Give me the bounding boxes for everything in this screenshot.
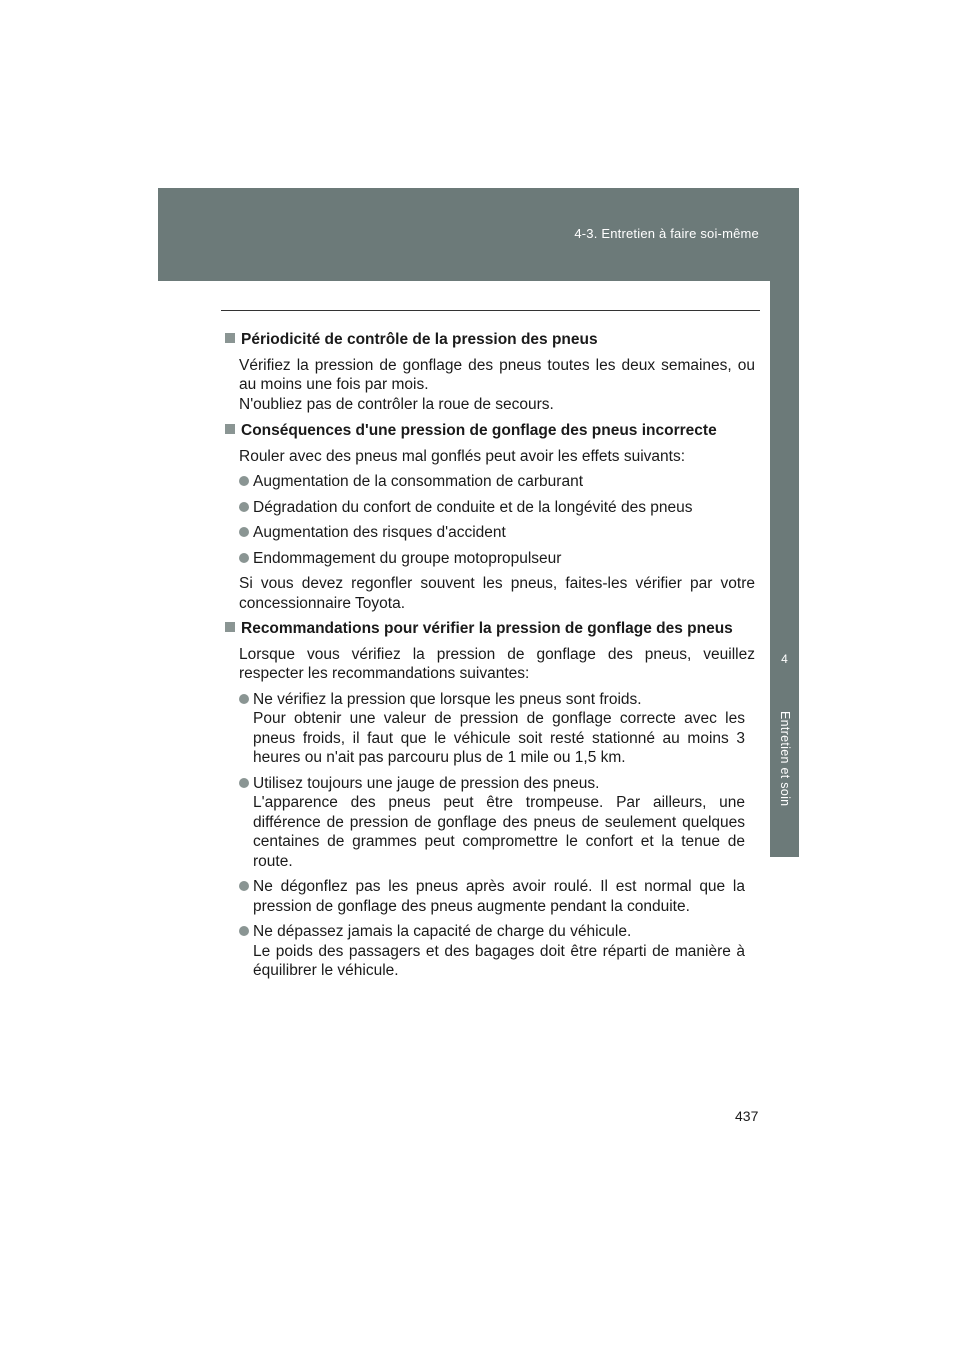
circle-bullet-icon — [239, 881, 249, 891]
circle-bullet-icon — [239, 553, 249, 563]
list-item — [239, 549, 755, 569]
chapter-number: 4 — [781, 652, 788, 666]
paragraph — [239, 356, 755, 395]
square-bullet-icon — [225, 424, 235, 434]
circle-bullet-icon — [239, 778, 249, 788]
list-item-detail: L'apparence des pneus peut être trompeuse. Par ailleurs, une différence de pression de gonflage des pneus de seulement quelques centaines de grammes peut compromettre le confort et la tenue de route. — [253, 794, 745, 870]
paragraph — [239, 447, 755, 467]
chapter-tab — [770, 640, 799, 685]
paragraph-text: N'oubliez pas de contrôler la roue de secours. — [239, 395, 554, 413]
circle-bullet-icon — [239, 926, 249, 936]
header-band — [158, 188, 799, 281]
list-item-text: Endommagement du groupe motopropulseur — [253, 549, 562, 567]
list-item — [239, 922, 755, 981]
section-heading — [223, 619, 755, 639]
list-item — [239, 472, 755, 492]
chapter-label-band — [770, 685, 799, 857]
list-item — [239, 498, 755, 518]
list-item-detail: Pour obtenir une valeur de pression de gonflage correcte avec les pneus froids, il faut que le véhicule soit resté stationné au moins 3 heures ou n'ait pas parcouru plus de 1 mile ou 1,5 km. — [253, 710, 745, 766]
square-bullet-icon — [225, 622, 235, 632]
list-item-body — [253, 774, 755, 872]
paragraph — [239, 645, 755, 684]
list-item-body — [253, 877, 755, 916]
circle-bullet-icon — [239, 694, 249, 704]
paragraph-text: Lorsque vous vérifiez la pression de gonflage des pneus, veuillez respecter les recommandations suivantes: — [239, 645, 755, 682]
list-item-text: Ne dégonflez pas les pneus après avoir roulé. Il est normal que la pression de gonflage des pneus augmente pendant la conduite. — [253, 878, 745, 915]
list-item — [239, 774, 755, 872]
list-item — [239, 877, 755, 916]
circle-bullet-icon — [239, 527, 249, 537]
paragraph-text: Si vous devez regonfler souvent les pneus, faites-les vérifier par votre concessionnaire Toyota. — [239, 575, 755, 612]
paragraph — [239, 395, 755, 415]
circle-bullet-icon — [239, 502, 249, 512]
list-item-text: Dégradation du confort de conduite et de la longévité des pneus — [253, 498, 693, 516]
list-item-text: Augmentation des risques d'accident — [253, 524, 506, 541]
paragraph-text: Rouler avec des pneus mal gonflés peut avoir les effets suivants: — [239, 447, 686, 465]
list-item-text: Ne vérifiez la pression que lorsque les pneus sont froids. — [253, 690, 642, 708]
side-tab-band — [770, 281, 799, 640]
paragraph — [239, 574, 755, 613]
list-item-detail: Le poids des passagers et des bagages doit être réparti de manière à équilibrer le véhicule. — [253, 942, 745, 979]
list-item-body — [253, 922, 755, 981]
section-heading — [223, 330, 755, 350]
list-item-text: Utilisez toujours une jauge de pression des pneus. — [253, 774, 600, 792]
list-item-text: Augmentation de la consommation de carburant — [253, 473, 584, 490]
list-item-body — [253, 690, 755, 768]
chapter-label: Entretien et soin — [778, 711, 792, 807]
paragraph-text: Vérifiez la pression de gonflage des pneus toutes les deux semaines, ou au moins une fois par mois. — [239, 356, 755, 393]
list-item — [239, 690, 755, 768]
list-item — [239, 523, 755, 543]
page-content — [223, 330, 755, 987]
header-rule — [221, 310, 760, 311]
heading-text: Recommandations pour vérifier la pression de gonflage des pneus — [241, 620, 733, 637]
square-bullet-icon — [225, 333, 235, 343]
section-heading — [223, 421, 755, 441]
list-item-text: Ne dépassez jamais la capacité de charge du véhicule. — [253, 923, 632, 940]
heading-text: Périodicité de contrôle de la pression des pneus — [241, 331, 598, 348]
circle-bullet-icon — [239, 476, 249, 486]
heading-text: Conséquences d'une pression de gonflage des pneus incorrecte — [241, 422, 717, 439]
page-number: 437 — [735, 1108, 759, 1124]
section-title: 4-3. Entretien à faire soi-même — [574, 226, 759, 241]
